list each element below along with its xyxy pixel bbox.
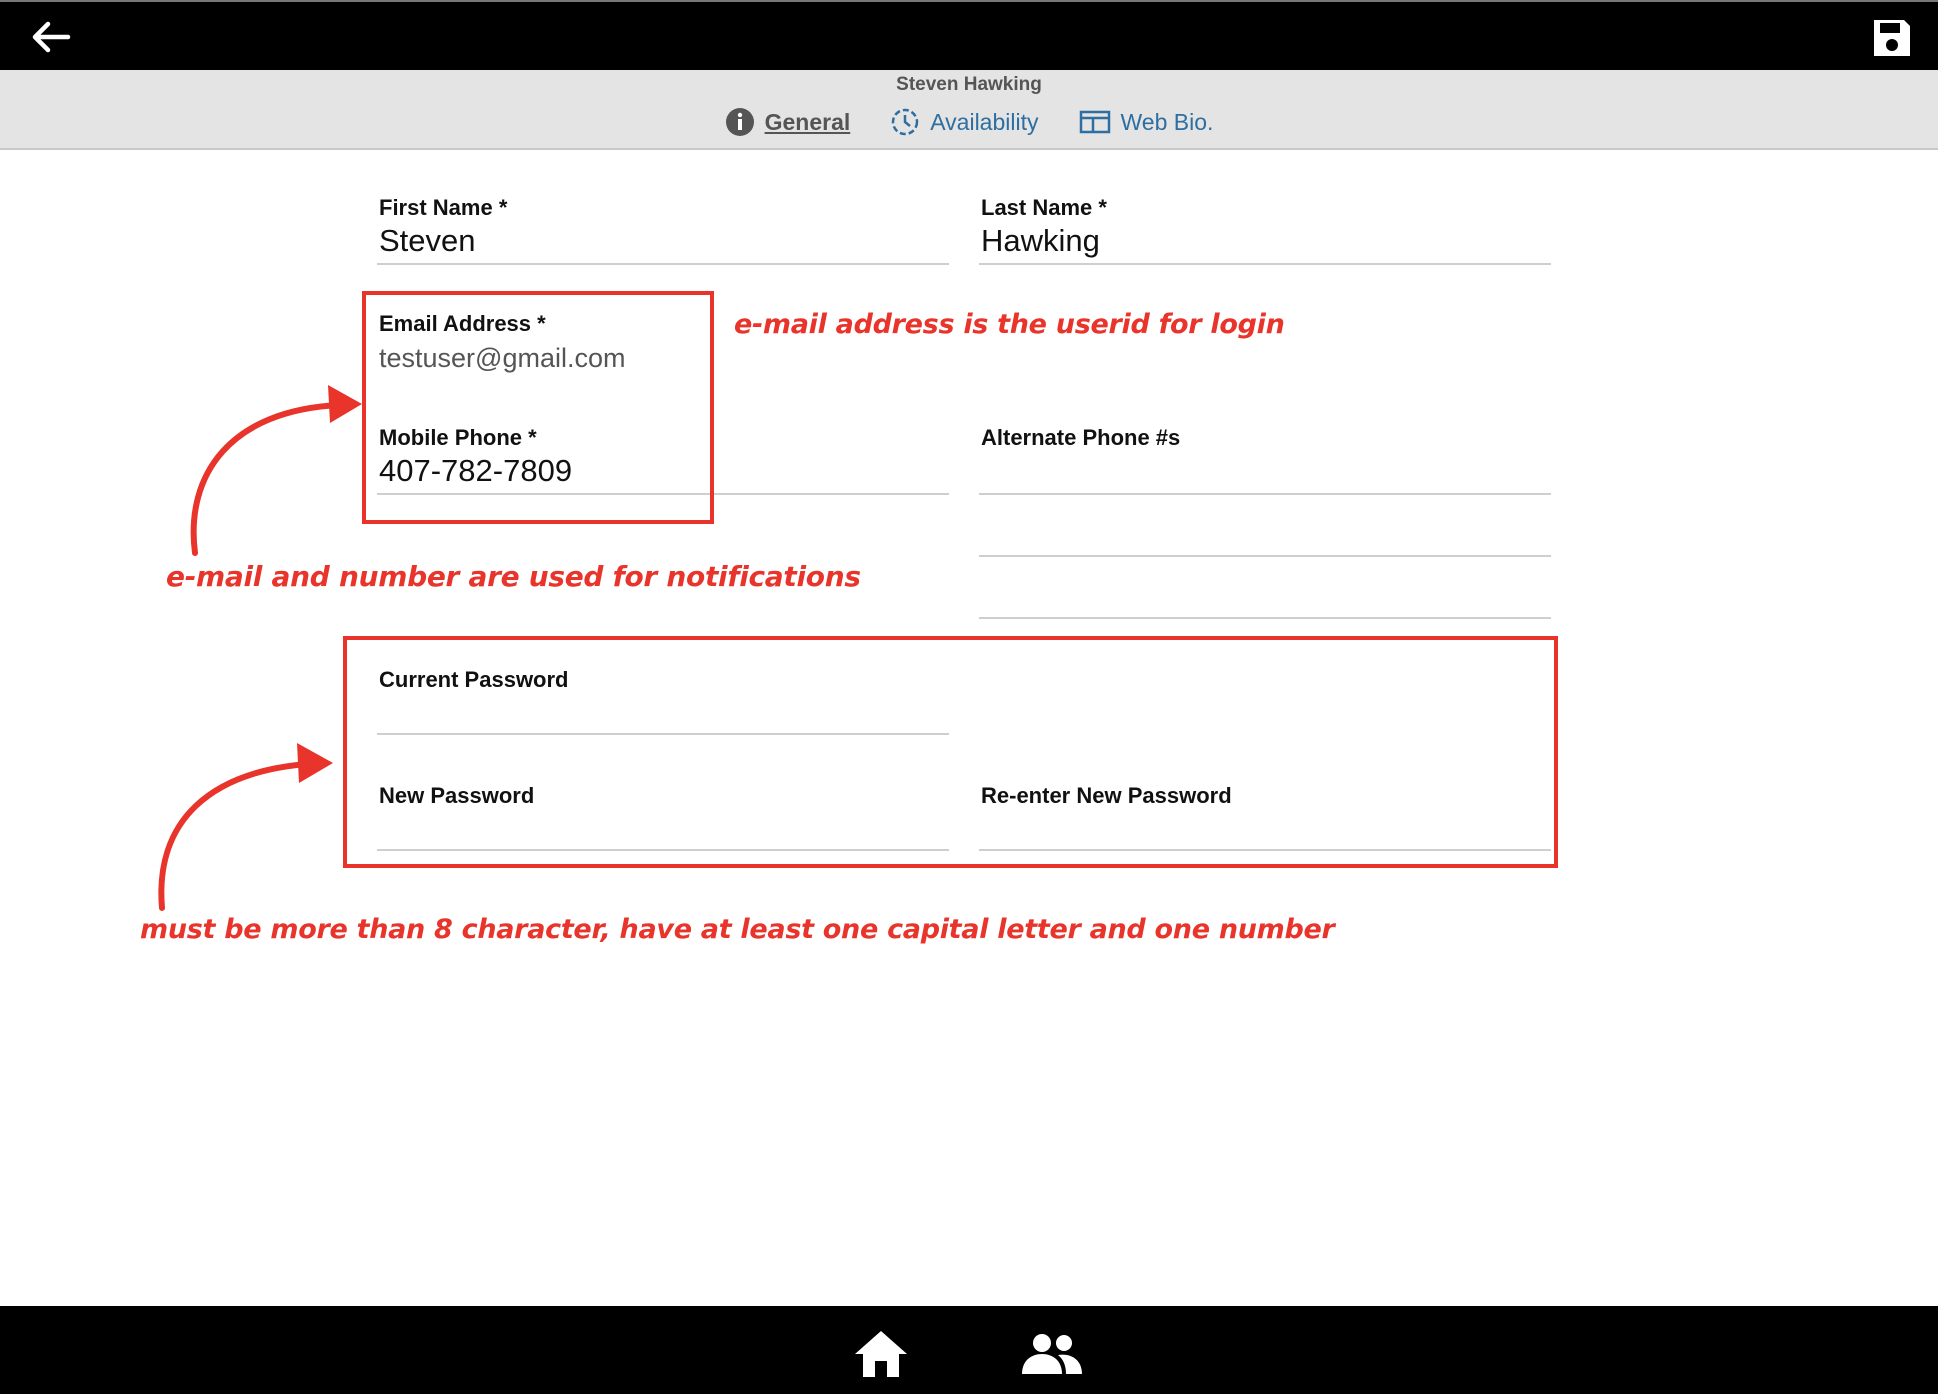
- profile-header: [0, 70, 1938, 150]
- alternate-phone-label: Alternate Phone #s: [981, 425, 1181, 450]
- tab-availability[interactable]: [890, 104, 1038, 140]
- floppy-disk-icon: [1870, 16, 1914, 60]
- email-annotation: e-mail address is the userid for login: [734, 309, 1285, 340]
- clock-icon: [890, 107, 920, 137]
- web-layout-icon: [1079, 109, 1111, 135]
- reenter-password-label: Re-enter New Password: [981, 783, 1232, 808]
- back-button[interactable]: [28, 16, 76, 58]
- tab-availability-label: Availability: [930, 108, 1039, 135]
- first-name-underline: [377, 263, 949, 265]
- email-phone-highlight-box: [362, 291, 714, 524]
- top-bar: [0, 0, 1938, 70]
- mobile-phone-value[interactable]: 407-782-7809: [379, 453, 573, 488]
- first-name-label: First Name *: [379, 195, 508, 220]
- password-highlight-box: [343, 636, 1558, 868]
- people-button[interactable]: [1018, 1332, 1086, 1376]
- notifications-arrow-icon: [170, 375, 370, 560]
- last-name-field[interactable]: [979, 195, 1551, 267]
- alternate-phone-underline: [979, 493, 1551, 495]
- mobile-phone-label: Mobile Phone *: [379, 425, 537, 450]
- last-name-underline: [979, 263, 1551, 265]
- alternate-phone-line-3[interactable]: [979, 617, 1551, 619]
- password-arrow-icon: [145, 735, 345, 915]
- home-icon: [852, 1328, 910, 1380]
- alternate-phone-field[interactable]: [979, 425, 1551, 497]
- person-name: Steven Hawking: [896, 74, 1042, 95]
- password-rules-annotation: must be more than 8 character, have at least one capital letter and one number: [140, 914, 1335, 945]
- email-value[interactable]: testuser@gmail.com: [379, 343, 626, 373]
- info-icon: [725, 107, 755, 137]
- tab-web-bio[interactable]: [1079, 104, 1214, 140]
- new-password-label: New Password: [379, 783, 535, 808]
- save-button[interactable]: [1870, 16, 1914, 60]
- tab-general-label: General: [764, 108, 851, 135]
- tab-web-bio-label: Web Bio.: [1120, 108, 1214, 135]
- bottom-nav-bar: [0, 1306, 1938, 1394]
- current-password-label: Current Password: [379, 667, 569, 692]
- tab-general[interactable]: [725, 104, 851, 140]
- tab-bar: [0, 104, 1938, 140]
- arrow-left-icon: [28, 16, 76, 58]
- last-name-label: Last Name *: [981, 195, 1107, 220]
- last-name-value[interactable]: Hawking: [981, 223, 1100, 258]
- first-name-field[interactable]: [377, 195, 949, 267]
- first-name-value[interactable]: Steven: [379, 223, 476, 258]
- email-label: Email Address *: [379, 311, 546, 336]
- people-icon: [1018, 1332, 1086, 1376]
- home-button[interactable]: [852, 1328, 910, 1380]
- alternate-phone-line-2[interactable]: [979, 555, 1551, 557]
- notifications-annotation: e-mail and number are used for notifications: [166, 560, 861, 593]
